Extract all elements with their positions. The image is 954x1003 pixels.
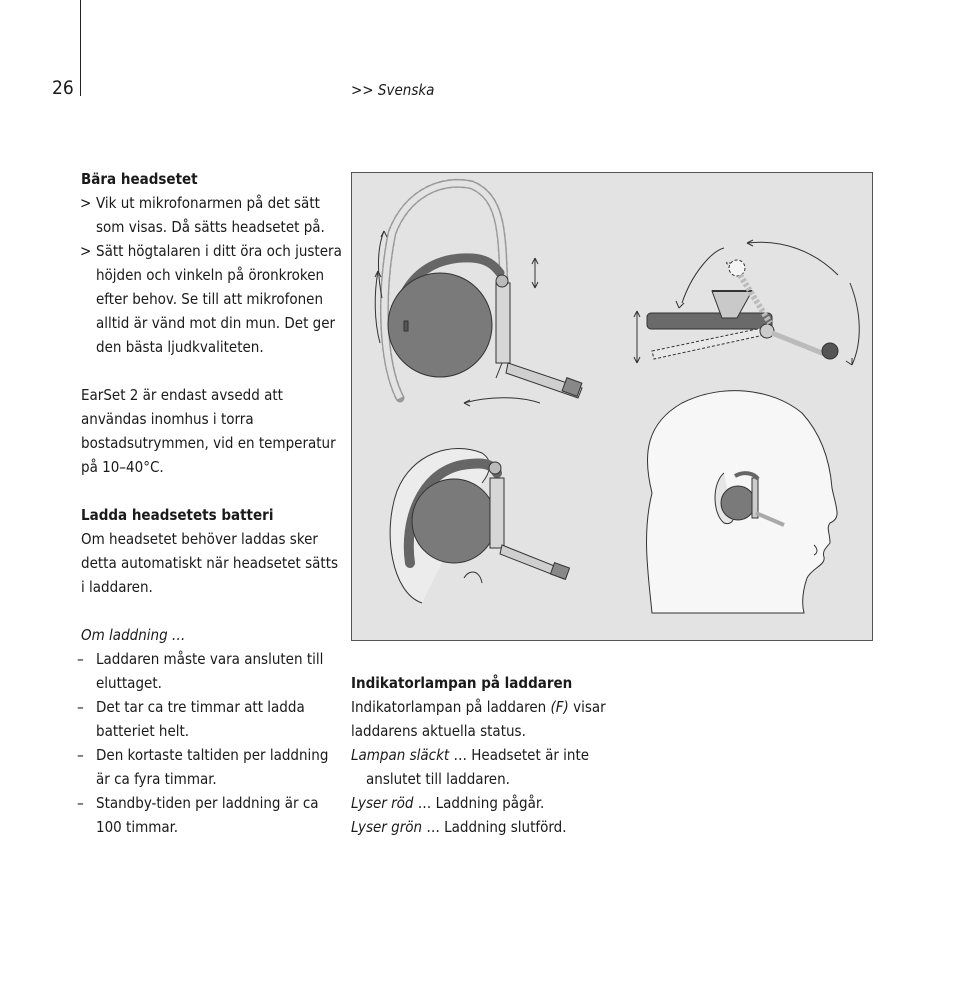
step-text: Vik ut mikrofonarmen på det sätt som visas. Då sätts headsetet på. <box>96 194 325 236</box>
charging-notes-heading: Om laddning … <box>81 626 186 644</box>
charging-note <box>77 791 343 839</box>
microphone-arm-drawing <box>634 240 859 365</box>
charge-heading: Ladda headsetets batteri <box>81 506 274 524</box>
section-language-label: >> Svenska <box>351 81 435 99</box>
wear-heading: Bära headsetet <box>81 170 198 188</box>
state-separator: … <box>422 818 445 836</box>
headset-drawings <box>352 173 872 640</box>
state-text: Laddning pågår. <box>435 794 545 812</box>
usage-note: EarSet 2 är endast avsedd att användas inomhus i torra bostadsutrymmen, vid en temperatur på 10–40°C. <box>81 386 336 476</box>
fold-out-drawing <box>375 183 582 406</box>
step-marker: > <box>80 194 92 212</box>
charging-note <box>77 647 343 695</box>
intro-text: visar laddarens aktuella status. <box>351 698 606 740</box>
charging-note <box>77 743 343 791</box>
wear-step-2 <box>81 239 343 359</box>
indicator-heading: Indikatorlampan på laddaren <box>351 674 573 692</box>
note-text: Det tar ca tre timmar att ladda batteriet helt. <box>96 698 305 740</box>
figure-reference: (F) <box>550 698 569 716</box>
dash-marker: – <box>77 794 84 812</box>
indicator-section <box>351 671 631 839</box>
left-column <box>77 167 343 839</box>
state-separator: … <box>413 794 436 812</box>
step-marker: > <box>80 242 92 260</box>
charging-note <box>77 695 343 743</box>
indicator-state-green <box>351 815 631 839</box>
headset-illustration <box>351 172 873 641</box>
page-margin-rule <box>80 0 81 96</box>
head-profile-drawing <box>647 391 838 613</box>
state-label: Lyser röd <box>351 794 414 812</box>
dash-marker: – <box>77 746 84 764</box>
note-text: Standby-tiden per laddning är ca 100 timmar. <box>96 794 319 836</box>
indicator-state-off <box>351 743 631 791</box>
note-text: Laddaren måste vara ansluten till eluttaget. <box>96 650 324 692</box>
page-number: 26 <box>52 77 74 99</box>
indicator-state-red <box>351 791 631 815</box>
on-ear-drawing <box>390 449 569 603</box>
dash-marker: – <box>77 650 84 668</box>
intro-text: Indikatorlampan på laddaren <box>351 698 551 716</box>
charge-text: Om headsetet behöver laddas sker detta automatiskt när headsetet sätts i laddaren. <box>81 530 339 596</box>
wear-step-1 <box>81 191 343 239</box>
state-label: Lampan släckt <box>351 746 450 764</box>
dash-marker: – <box>77 698 84 716</box>
step-text: Sätt högtalaren i ditt öra och justera höjden och vinkeln på öronkroken efter behov. Se till att mikrofonen alltid är vänd mot din mun. Det ger den bästa ljudkvaliteten. <box>96 242 342 356</box>
state-text: Headsetet är inte anslutet till laddaren. <box>366 746 590 788</box>
state-label: Lyser grön <box>351 818 423 836</box>
note-text: Den kortaste taltiden per laddning är ca fyra timmar. <box>96 746 329 788</box>
indicator-intro <box>351 695 631 743</box>
state-separator: … <box>449 746 472 764</box>
state-text: Laddning slutförd. <box>444 818 567 836</box>
